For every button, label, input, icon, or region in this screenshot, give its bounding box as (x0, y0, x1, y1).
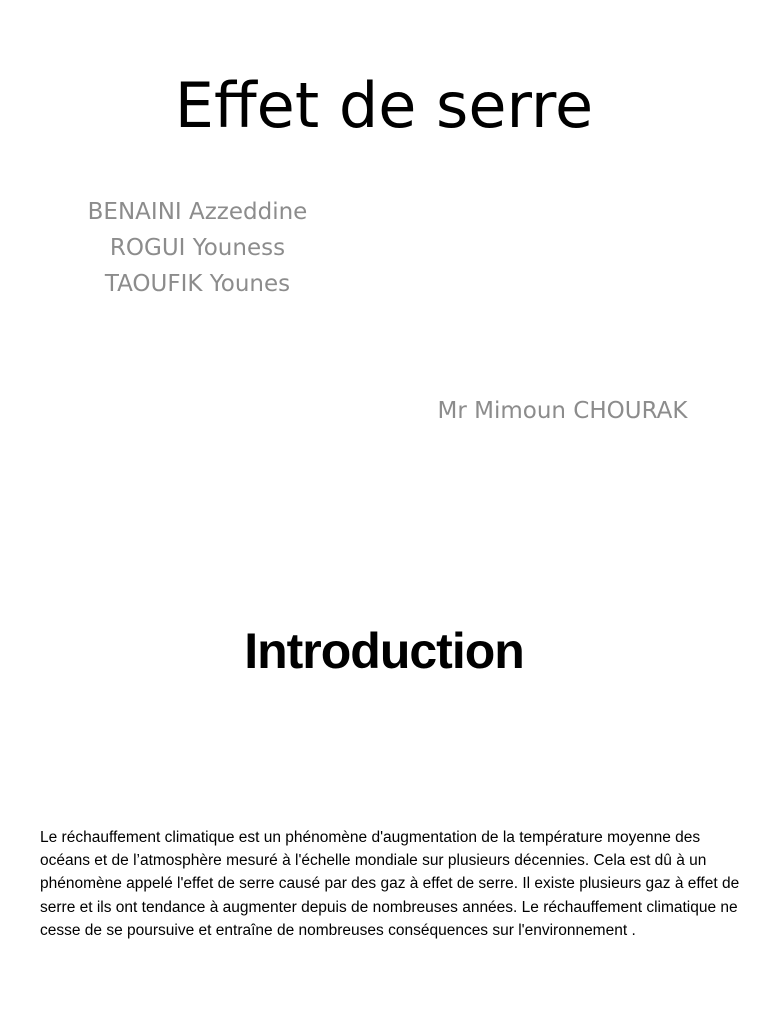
author-name: BENAINI Azzeddine (87, 199, 308, 225)
supervisor-name: Mr Mimoun CHOURAK (437, 398, 688, 424)
document-title: Effet de serre (174, 69, 594, 142)
author-name: ROGUI Youness (109, 235, 286, 261)
authors-list (40, 194, 355, 302)
author-name: TAOUFIK Younes (104, 271, 291, 297)
introduction-heading: Introduction (244, 623, 524, 679)
introduction-paragraph: Le réchauffement climatique est un phénomène d'augmentation de la température moyenne des océans et de l’atmosphère mesuré à l'échelle mondiale sur plusieurs décennies. Cela est dû à un phénomène appelé l'effet de serre causé par des gaz à effet de serre. Il existe plusieurs gaz à effet de serre et ils ont tendance à augmenter depuis de nombreuses années. Le réchauffement climatique ne cesse de se poursuive et entraîne de nombreuses conséquences sur l'environnement . (40, 829, 740, 939)
